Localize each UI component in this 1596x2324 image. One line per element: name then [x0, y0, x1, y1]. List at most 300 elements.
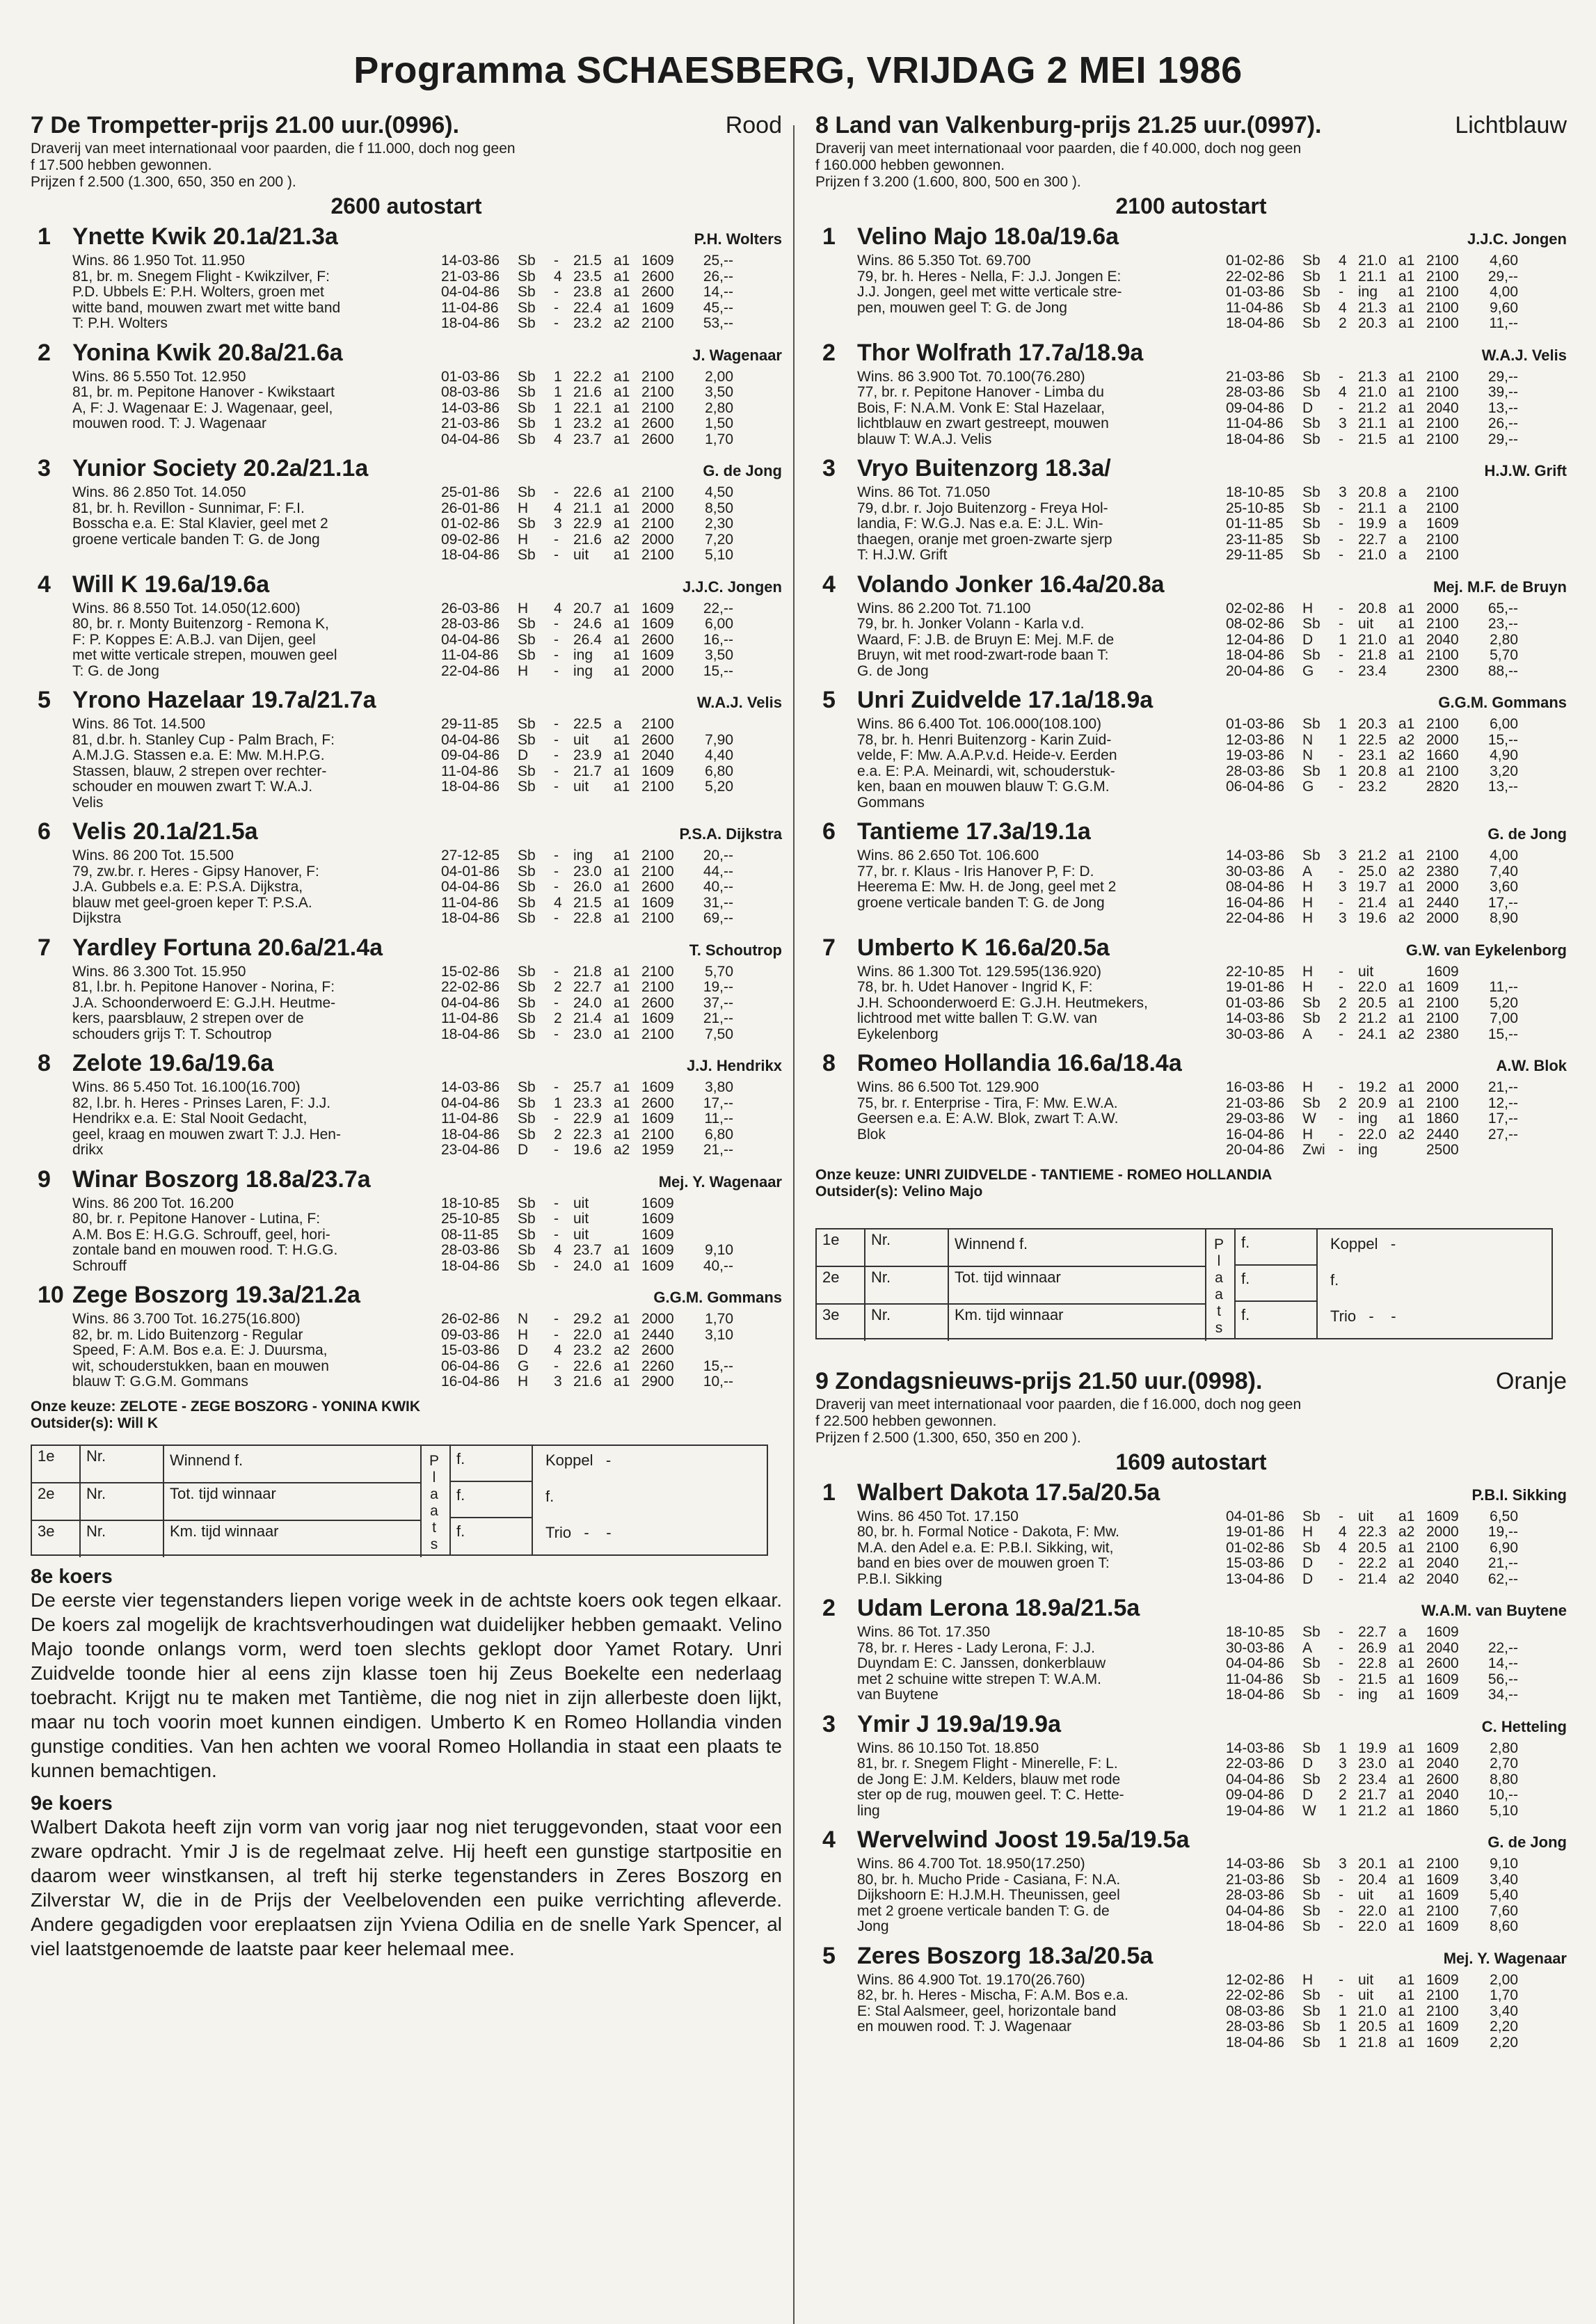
result-track: Sb: [518, 415, 536, 431]
result-track: Sb: [518, 1257, 536, 1274]
result-row: [1226, 1988, 1567, 2004]
horse-header: [31, 818, 782, 848]
result-start: a1: [1398, 368, 1415, 385]
result-time: 21.2: [1358, 1010, 1387, 1026]
result-odds: [1475, 516, 1518, 532]
result-row: [1226, 1741, 1567, 1757]
horse-name: Yonina Kwik 20.8a/21.6a: [72, 339, 343, 366]
result-date: 01-03-86: [441, 368, 500, 385]
horse-info-line: ster op de rug, mouwen geel. T: C. Hette-: [857, 1787, 1124, 1803]
result-place: -: [554, 910, 559, 926]
result-row: [441, 301, 782, 317]
horse-info-line: groene verticale banden T: G. de Jong: [72, 531, 320, 548]
result-start: [1398, 964, 1426, 980]
result-time: 21.0: [1358, 2003, 1387, 2019]
result-odds: 27,--: [1487, 1126, 1518, 1143]
result-date: 15-02-86: [441, 963, 500, 980]
result-start: a1: [614, 662, 630, 679]
result-start: a1: [1398, 1887, 1415, 1903]
result-track: Sb: [518, 547, 536, 563]
result-start: a1: [614, 1095, 630, 1111]
horse-info-line: geel, kraag en mouwen zwart T: J.J. Hen-: [72, 1126, 341, 1143]
result-odds: 3,50: [705, 647, 733, 663]
result-place: -: [1339, 1555, 1343, 1571]
start-type: 2100 autostart: [1115, 193, 1267, 218]
race-desc-line: f 22.500 hebben gewonnen.: [815, 1412, 997, 1429]
results-table: [441, 485, 782, 564]
result-date: 30-03-86: [1226, 1639, 1285, 1656]
result-time: 21.1: [1358, 415, 1387, 431]
result-track: Sb: [518, 994, 536, 1011]
result-time: 21.8: [573, 963, 602, 980]
horse-header: [31, 1281, 782, 1312]
result-date: 06-04-86: [441, 1358, 500, 1374]
result-place: -: [1339, 399, 1343, 416]
race-desc-line: Prijzen f 3.200 (1.600, 800, 500 en 300 ).: [815, 174, 1081, 190]
nr-label: Nr.: [81, 1483, 164, 1520]
result-row: [441, 779, 782, 795]
result-row: [441, 485, 782, 501]
horse-header: [815, 818, 1567, 848]
result-place: -: [554, 1226, 559, 1243]
horse-entry: [815, 571, 1567, 680]
result-date: 26-01-86: [441, 500, 500, 516]
result-row: [1226, 848, 1567, 864]
horse-info-line: van Buytene: [857, 1687, 939, 1703]
horse-header: [815, 1826, 1567, 1856]
result-place: -: [554, 1195, 559, 1211]
result-row: [441, 632, 782, 648]
result-odds: 5,20: [1490, 994, 1518, 1011]
result-track: A: [1302, 1026, 1313, 1042]
horse-info-line: 80, br. h. Mucho Pride - Casiana, F: N.A.: [857, 1871, 1121, 1888]
result-date: 22-02-86: [1226, 1987, 1285, 2003]
result-date: 11-04-86: [441, 763, 499, 779]
horse-details: [72, 253, 782, 332]
horse-info: [857, 1856, 1226, 1935]
horse-info: [72, 253, 441, 332]
result-distance: 1609: [1426, 1740, 1459, 1756]
result-time: uit: [573, 731, 589, 748]
result-row: [1226, 632, 1567, 648]
result-track: Sb: [518, 647, 536, 663]
column-divider: [793, 125, 795, 2324]
horse-driver: P.H. Wolters: [694, 230, 782, 248]
horse-info-line: Wins. 86 200 Tot. 16.200: [72, 1195, 234, 1211]
result-track: Sb: [518, 1010, 536, 1026]
result-start: a2: [614, 1142, 630, 1158]
results-table: [1226, 485, 1567, 564]
result-date: 25-10-85: [1226, 500, 1285, 516]
result-track: D: [1302, 399, 1314, 416]
race-description: [815, 141, 1567, 191]
result-place: -: [554, 662, 559, 679]
result-odds: 21,--: [1487, 1079, 1518, 1095]
result-odds: 2,70: [1490, 1756, 1518, 1772]
result-row: [1226, 1788, 1567, 1804]
result-row: [1226, 864, 1567, 880]
result-distance: 2000: [641, 662, 674, 679]
result-start: a1: [614, 547, 630, 563]
result-row: [1226, 1804, 1567, 1820]
result-date: 14-03-86: [441, 253, 500, 269]
horse-header: [31, 1049, 782, 1080]
race-desc-line: Draverij van meet internationaal voor paarden, die f 16.000, doch nog geen: [815, 1396, 1302, 1412]
result-row: [441, 1312, 782, 1328]
horse-header: [815, 686, 1567, 717]
result-place: 1: [1339, 268, 1347, 285]
result-start: [1398, 779, 1426, 795]
horse-info-line: met 2 schuine witte strepen T: W.A.M.: [857, 1671, 1101, 1687]
result-odds: 1,70: [705, 431, 733, 447]
result-track: Sb: [518, 910, 536, 926]
horse-info-line: thaegen, oranje met groen-zwarte sjerp: [857, 531, 1112, 548]
horse-entry: [31, 686, 782, 811]
results-table: [441, 601, 782, 680]
result-distance: 2100: [1426, 1095, 1459, 1111]
results-table: [1226, 601, 1567, 680]
result-distance: 2100: [641, 368, 674, 385]
result-track: Sb: [518, 399, 536, 416]
amount-column: [449, 1446, 533, 1554]
result-place: -: [554, 631, 559, 648]
result-place: -: [1339, 979, 1343, 995]
result-track: H: [518, 1374, 529, 1390]
result-date: 14-03-86: [1226, 1856, 1285, 1872]
result-odds: [1475, 1625, 1518, 1641]
result-odds: [690, 1343, 733, 1359]
result-date: 25-10-85: [441, 1211, 500, 1227]
result-place: 3: [1339, 484, 1347, 500]
result-start: a1: [614, 415, 630, 431]
result-distance: 2040: [1426, 1787, 1459, 1803]
result-time: 20.4: [1358, 1871, 1387, 1888]
result-row: [441, 733, 782, 749]
result-row: [1226, 1872, 1567, 1888]
horse-entry: [815, 934, 1567, 1043]
horse-name: Zeres Boszorg 18.3a/20.5a: [857, 1942, 1154, 1969]
result-row: [1226, 1919, 1567, 1935]
amount-label: f.: [456, 1522, 465, 1540]
horse-header: [815, 339, 1567, 369]
result-time: 20.8: [1358, 484, 1387, 500]
result-place: -: [1339, 431, 1343, 447]
result-track: Sb: [1302, 415, 1320, 431]
result-distance: 2100: [1426, 268, 1459, 285]
horse-info-line: blauw T: G.G.M. Gommans: [72, 1374, 248, 1390]
result-distance: 2100: [1426, 1539, 1459, 1556]
result-distance: 2100: [1426, 547, 1459, 563]
results-table: [441, 848, 782, 927]
result-odds: 3,80: [705, 1079, 733, 1095]
result-odds: 19,--: [703, 979, 733, 995]
result-start: a1: [1398, 894, 1415, 911]
result-place: 3: [1339, 1856, 1347, 1872]
horse-info-line: Wins. 86 5.550 Tot. 12.950: [72, 368, 246, 385]
result-distance: 1609: [1426, 1687, 1459, 1703]
result-start: a1: [1398, 399, 1415, 416]
left-column: [31, 111, 782, 2310]
result-odds: 6,50: [1490, 1508, 1518, 1525]
horse-driver: G.G.M. Gommans: [1438, 694, 1567, 711]
result-place: 1: [554, 384, 562, 400]
result-date: 01-03-86: [1226, 284, 1285, 300]
result-time: 22.5: [1358, 731, 1387, 748]
result-time: 23.3: [573, 1095, 602, 1111]
horse-name: Wervelwind Joost 19.5a/19.5a: [857, 1826, 1190, 1853]
result-time: 23.5: [573, 268, 602, 285]
horse-info-line: Duyndam E: C. Janssen, donkerblauw: [857, 1655, 1106, 1671]
result-place: 4: [1339, 1524, 1347, 1540]
our-choice: Onze keuze: UNRI ZUIDVELDE - TANTIEME - ROMEO HOLLANDIA: [815, 1166, 1272, 1183]
result-track: Sb: [518, 847, 536, 863]
result-date: 14-03-86: [1226, 847, 1285, 863]
result-distance: 1609: [1426, 1871, 1459, 1888]
result-date: 18-04-86: [1226, 1687, 1285, 1703]
result-odds: 10,--: [703, 1374, 733, 1390]
result-odds: 7,90: [705, 731, 733, 748]
result-time: 22.6: [573, 1358, 602, 1374]
result-date: 18-04-86: [1226, 431, 1285, 447]
result-row: [1226, 1772, 1567, 1788]
result-start: a2: [614, 531, 630, 548]
horse-entry: [31, 818, 782, 927]
result-time: 21.8: [1358, 2034, 1387, 2051]
result-start: a1: [614, 747, 630, 763]
result-track: Sb: [1302, 1671, 1320, 1687]
horse-info-line: J.H. Schoonderwoerd E: G.J.H. Heutmekers,: [857, 994, 1148, 1011]
horse-info-line: M.A. den Adel e.a. E: P.B.I. Sikking, wit,: [857, 1539, 1114, 1556]
result-odds: 17,--: [1487, 894, 1518, 911]
koppel-trio-column: [1325, 1229, 1551, 1338]
result-row: [1226, 1888, 1567, 1904]
result-start: a1: [614, 299, 630, 316]
result-time: 23.7: [573, 431, 602, 447]
horse-info-line: Schrouff: [72, 1257, 127, 1274]
result-place: -: [1339, 1871, 1343, 1888]
horse-info-line: Wins. 86 3.900 Tot. 70.100(76.280): [857, 368, 1085, 385]
result-odds: 4,90: [1490, 747, 1518, 763]
horse-driver: Mej. M.F. de Bruyn: [1433, 578, 1567, 596]
result-track: H: [1302, 894, 1314, 911]
result-distance: 2000: [1426, 1079, 1459, 1095]
result-start: a1: [614, 1311, 630, 1327]
result-row: [1226, 385, 1567, 401]
result-start: a1: [614, 631, 630, 648]
horse-details: [857, 1741, 1567, 1820]
result-distance: 2440: [1426, 1126, 1459, 1143]
horse-number: 6: [38, 818, 51, 845]
result-place: -: [1339, 1655, 1343, 1671]
result-place: -: [554, 763, 559, 779]
horse-details: [857, 964, 1567, 1043]
result-place: -: [1339, 1142, 1343, 1158]
result-odds: 44,--: [703, 863, 733, 880]
koppel-label: Koppel -: [545, 1451, 612, 1469]
horse-number: 6: [822, 818, 836, 845]
horse-entry: [31, 339, 782, 448]
result-distance: 2600: [641, 415, 674, 431]
result-time: 20.5: [1358, 994, 1387, 1011]
result-distance: 2100: [1426, 384, 1459, 400]
horse-info-line: Speed, F: A.M. Bos e.a. E: J. Duursma,: [72, 1342, 328, 1358]
result-time: 23.9: [573, 747, 602, 763]
result-odds: 9,10: [705, 1242, 733, 1258]
result-time: 23.2: [573, 1342, 602, 1358]
result-row: [1226, 911, 1567, 927]
result-distance: 1609: [641, 1226, 674, 1243]
result-date: 14-03-86: [441, 1079, 500, 1095]
result-date: 04-04-86: [1226, 1771, 1285, 1788]
result-time: 22.7: [1358, 531, 1387, 548]
result-distance: 2000: [641, 1311, 674, 1327]
result-odds: 40,--: [703, 879, 733, 895]
horse-info-line: Wins. 86 2.850 Tot. 14.050: [72, 484, 246, 500]
horse-info-line: 81, br. h. Revillon - Sunnimar, F: F.I.: [72, 500, 305, 516]
result-time: 22.2: [573, 368, 602, 385]
result-date: 19-01-86: [1226, 979, 1285, 995]
result-odds: [1475, 548, 1518, 564]
result-start: a1: [1398, 2034, 1415, 2051]
result-start: a1: [614, 1079, 630, 1095]
horse-info: [857, 601, 1226, 680]
result-place: -: [1339, 1887, 1343, 1903]
result-distance: 1609: [1426, 1508, 1459, 1525]
result-odds: 39,--: [1487, 384, 1518, 400]
result-time: uit: [1358, 1987, 1374, 2003]
result-row: [1226, 1027, 1567, 1043]
race-title: 9 Zondagsnieuws-prijs 21.50 uur.(0998).: [815, 1367, 1263, 1394]
result-time: 22.4: [573, 299, 602, 316]
result-track: Sb: [1302, 516, 1320, 532]
horse-number: 2: [822, 339, 836, 366]
result-distance: 2100: [1426, 1856, 1459, 1872]
result-odds: 8,50: [705, 500, 733, 516]
result-distance: 2100: [1426, 531, 1459, 548]
result-odds: 21,--: [703, 1142, 733, 1158]
result-distance: 1860: [1426, 1111, 1459, 1127]
horse-details: [857, 1080, 1567, 1159]
result-place: -: [1339, 1126, 1343, 1143]
result-start: a1: [614, 1026, 630, 1042]
result-time: ing: [1358, 1687, 1378, 1703]
result-odds: 13,--: [1487, 779, 1518, 795]
horse-number: 7: [38, 934, 51, 961]
result-date: 11-04-86: [441, 1111, 499, 1127]
result-start: a1: [614, 399, 630, 416]
result-time: 20.8: [1358, 763, 1387, 779]
result-row: [1226, 1572, 1567, 1588]
race-desc-line: f 17.500 hebben gewonnen.: [31, 157, 212, 173]
result-odds: 26,--: [703, 268, 733, 285]
result-start: a1: [1398, 1787, 1415, 1803]
result-time: 21.5: [573, 894, 602, 911]
result-time: 22.0: [1358, 1126, 1387, 1143]
horse-info: [72, 848, 441, 927]
results-table: [1226, 1080, 1567, 1159]
results-table: [441, 964, 782, 1043]
result-time: 23.0: [1358, 1756, 1387, 1772]
result-odds: 3,40: [1490, 1871, 1518, 1888]
result-date: 14-03-86: [441, 399, 500, 416]
result-track: D: [1302, 1570, 1314, 1587]
result-distance: 2100: [641, 779, 674, 795]
result-distance: 1609: [1426, 979, 1459, 995]
result-row: [1226, 748, 1567, 764]
amount-label: f.: [1236, 1229, 1316, 1266]
race-color: Lichtblauw: [1455, 112, 1567, 138]
amount-label: f.: [1236, 1266, 1316, 1302]
result-time: 20.1: [1358, 1856, 1387, 1872]
result-time: 22.0: [1358, 979, 1387, 995]
horse-number: 4: [822, 1826, 836, 1853]
result-track: H: [518, 500, 529, 516]
result-place: 2: [554, 1010, 562, 1026]
horse-driver: G. de Jong: [1487, 825, 1567, 843]
nr-label: Nr.: [81, 1521, 164, 1557]
result-row: [1226, 980, 1567, 996]
result-odds: 53,--: [703, 315, 733, 331]
result-time: 21.6: [573, 384, 602, 400]
result-time: 24.6: [573, 616, 602, 632]
result-track: Sb: [518, 253, 536, 269]
result-time: 25.7: [573, 1079, 602, 1095]
result-row: [441, 896, 782, 912]
result-start: a1: [1398, 994, 1415, 1011]
horse-info-line: de Jong E: J.M. Kelders, blauw met rode: [857, 1771, 1121, 1788]
result-odds: 62,--: [1487, 1570, 1518, 1587]
result-start: a1: [614, 779, 630, 795]
result-odds: [1475, 485, 1518, 501]
result-place: 3: [554, 1374, 562, 1390]
result-date: 08-03-86: [1226, 2003, 1285, 2019]
result-row: [1226, 1143, 1567, 1159]
result-start: a1: [614, 516, 630, 532]
horse-name: Zege Boszorg 19.3a/21.2a: [72, 1282, 360, 1308]
result-time: 20.8: [1358, 600, 1387, 616]
horse-details: [72, 964, 782, 1043]
result-time: 20.3: [1358, 716, 1387, 732]
result-track: D: [1302, 1756, 1314, 1772]
horse-number: 4: [822, 571, 836, 598]
result-distance: 1609: [1426, 963, 1459, 980]
result-date: 29-11-85: [1226, 547, 1284, 563]
horse-info-line: 82, br. m. Lido Buitenzorg - Regular: [72, 1326, 303, 1343]
result-row: [441, 964, 782, 980]
horse-info-line: Wins. 86 Tot. 14.500: [72, 716, 206, 732]
result-place: -: [554, 647, 559, 663]
result-place: -: [554, 1211, 559, 1227]
result-date: 18-10-85: [1226, 484, 1285, 500]
result-time: 21.4: [1358, 894, 1387, 911]
result-row: [1226, 1011, 1567, 1027]
result-time: 21.7: [573, 763, 602, 779]
result-track: Sb: [1302, 1771, 1320, 1788]
result-time: 21.3: [1358, 299, 1387, 316]
horse-info-line: Dijkshoorn E: H.J.M.H. Theunissen, geel: [857, 1887, 1120, 1903]
race-desc-line: Draverij van meet internationaal voor paarden, die f 40.000, doch nog geen: [815, 141, 1302, 157]
horse-info-line: met 2 groene verticale banden T: G. de: [857, 1902, 1110, 1919]
result-odds: 2,00: [705, 368, 733, 385]
result-place: 1: [1339, 716, 1347, 732]
result-track: Sb: [1302, 368, 1320, 385]
result-place: -: [1339, 747, 1343, 763]
horse-list: [31, 223, 782, 1390]
horse-header: [815, 1710, 1567, 1741]
total-time-label: Tot. tijd winnaar: [164, 1483, 422, 1520]
result-date: 18-04-86: [441, 1126, 500, 1143]
result-odds: 22,--: [1487, 1639, 1518, 1656]
